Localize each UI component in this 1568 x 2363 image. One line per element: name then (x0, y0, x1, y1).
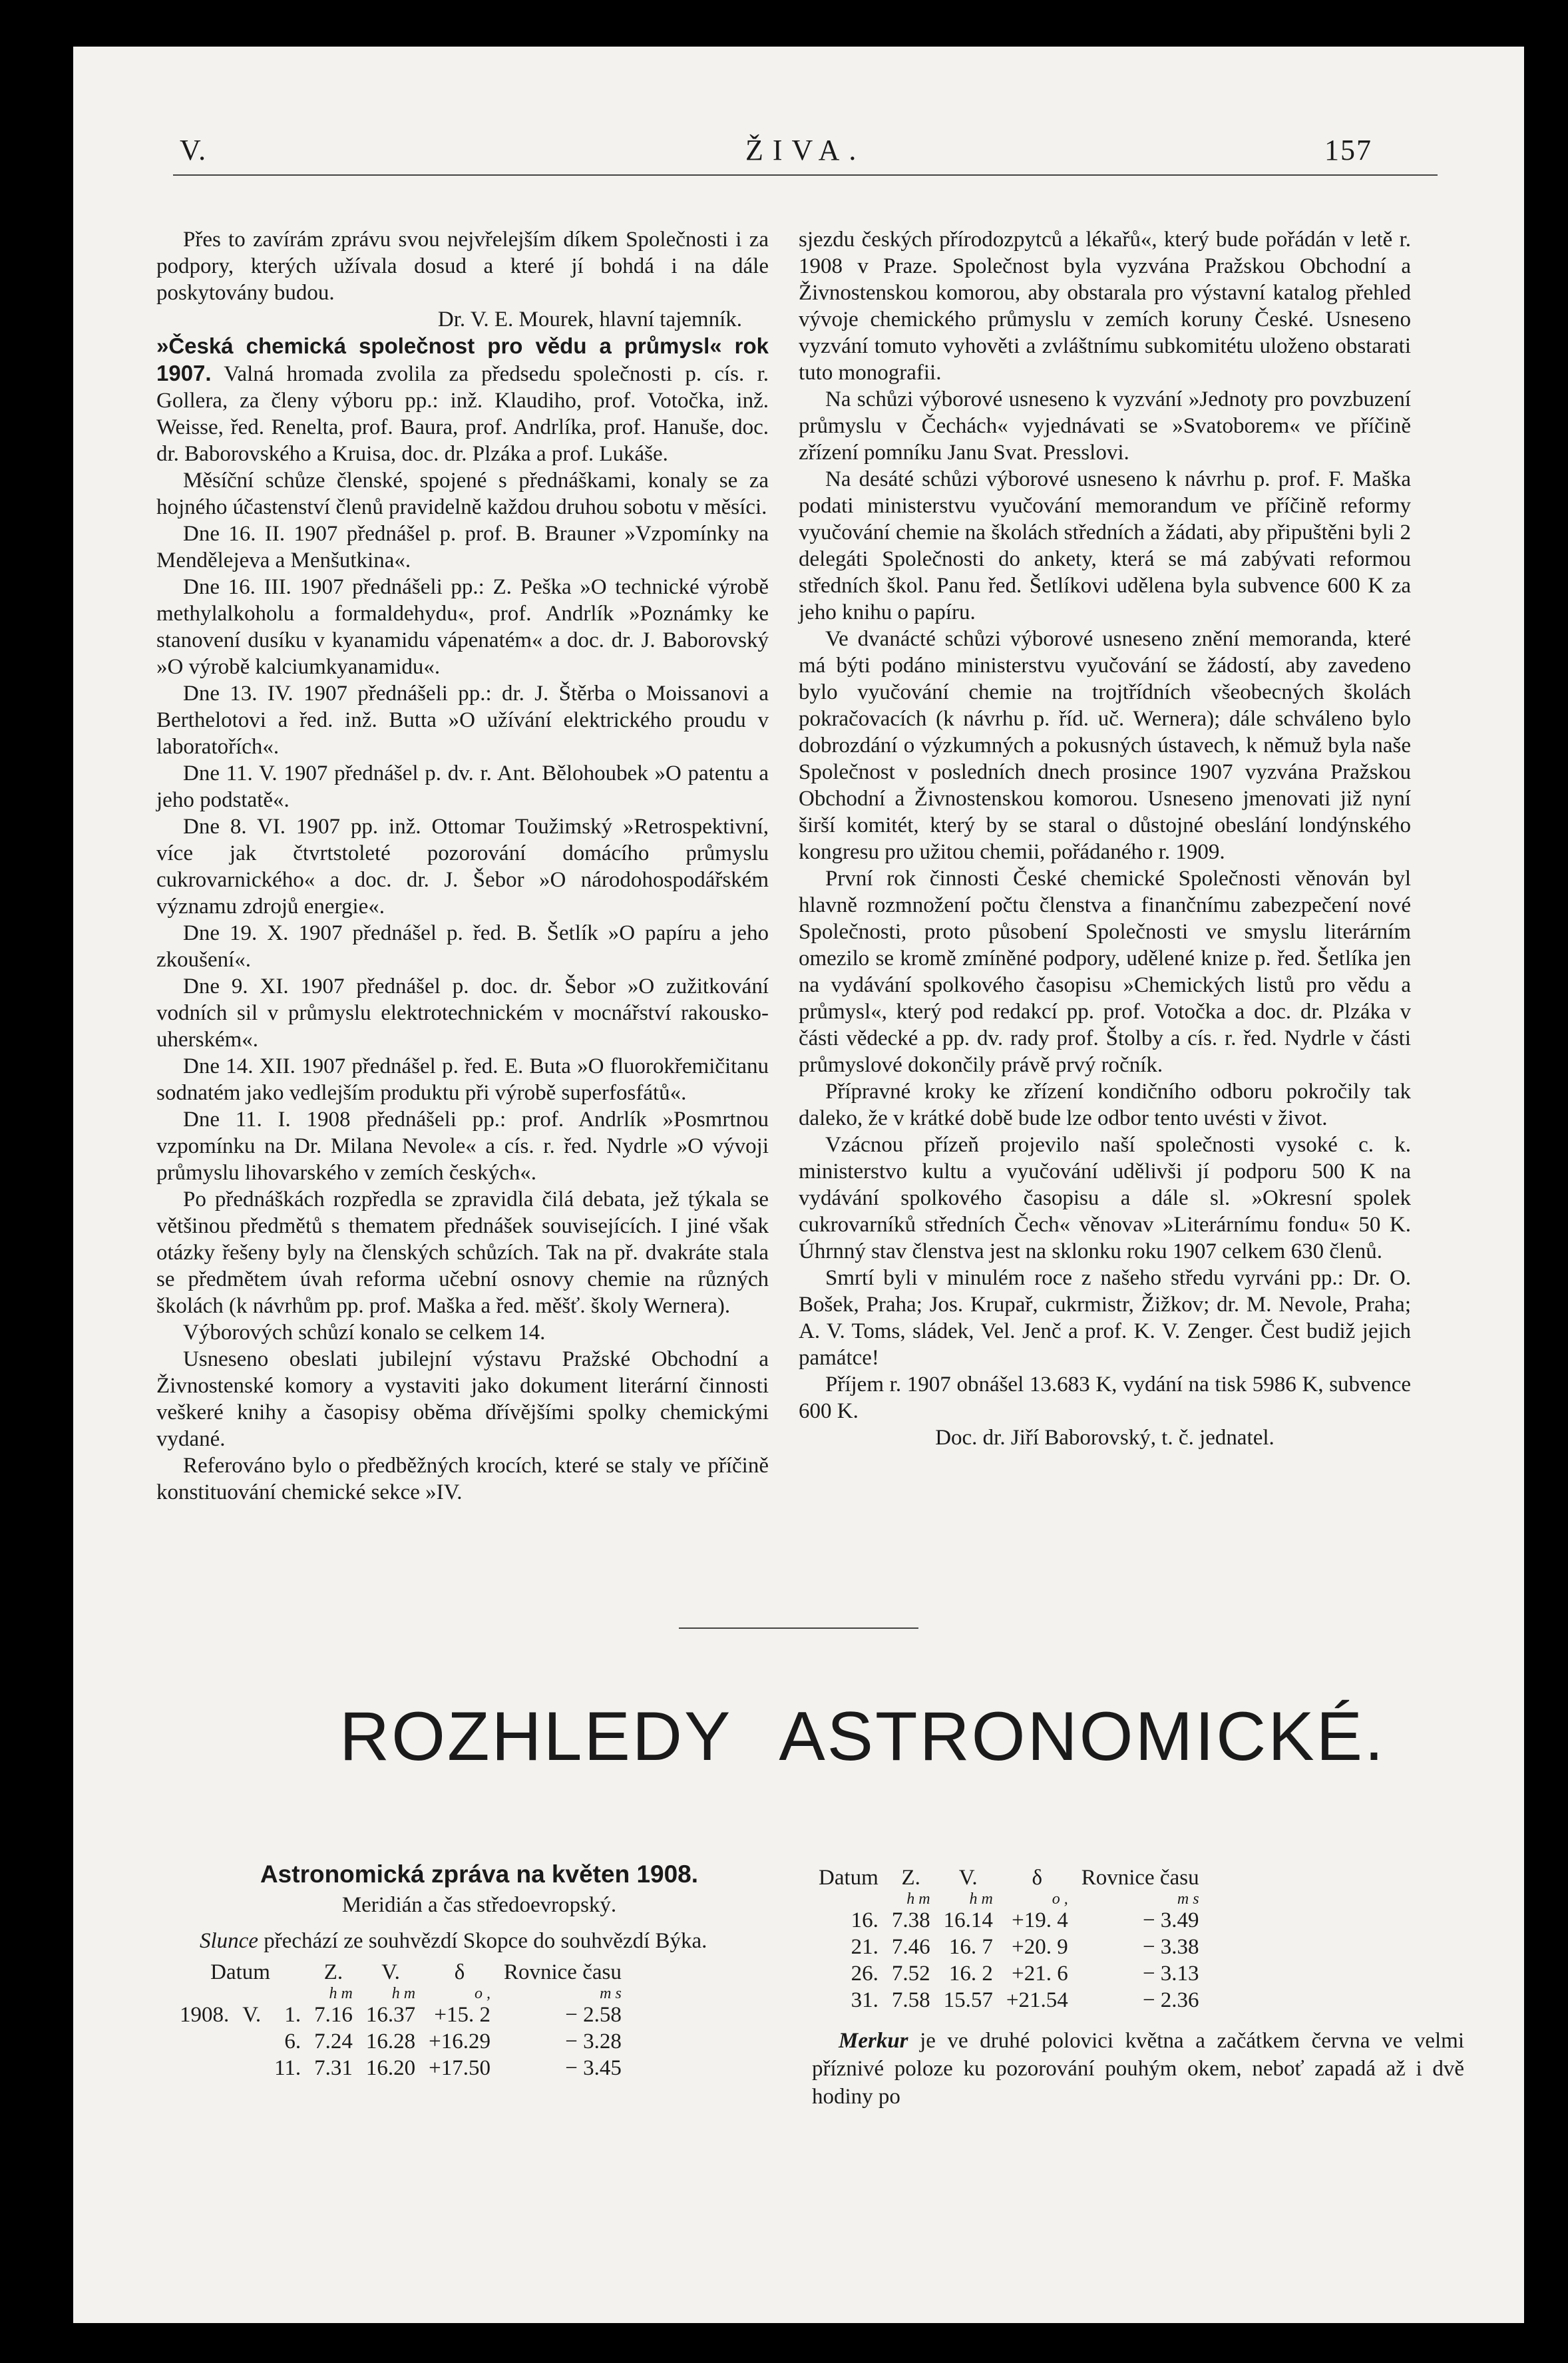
col-delta: δ (454, 1960, 465, 1984)
paragraph (799, 1265, 1411, 1371)
paragraph-text: Dne 11. I. 1908 přednášeli pp.: prof. Andrlík »Posmrtnou vzpomínku na Dr. Milana Nevole« a cís. r. řed. Nydrle »O vývoji průmyslu lihovarského v zemích českých«. (156, 1108, 769, 1185)
astro-report-right (812, 1860, 1464, 2111)
paragraph (156, 333, 769, 467)
paragraph-text: Dne 16. II. 1907 přednášel p. prof. B. Brauner »Vzpomínky na Mendělejeva a Menšutkina«. (156, 522, 769, 572)
ephemeris-table-right (812, 1864, 1206, 2014)
paragraph-text: Dne 19. X. 1907 přednášel p. řed. B. Šetlík »O papíru a jeho zkoušení«. (156, 921, 769, 972)
cell-delta: +20. 9 (1012, 1935, 1068, 1959)
table-header-row (812, 1864, 1206, 1891)
paragraph (799, 1424, 1411, 1451)
paragraph (156, 813, 769, 920)
cell-equation: − 3.45 (565, 2056, 622, 2080)
cell-equation: − 3.28 (565, 2030, 622, 2053)
sun-lead: Slunce (200, 1929, 258, 1953)
paragraph-text: Dne 14. XII. 1907 přednášel p. řed. E. Buta »O fluorokřemičitanu sodnatém jako vedlejším produktu při výrobě superfosfátů«. (156, 1054, 769, 1105)
cell-delta: +19. 4 (1012, 1908, 1068, 1932)
table-row (173, 2002, 628, 2028)
paragraph (799, 1371, 1411, 1424)
volume-number: V. (180, 134, 208, 166)
table-units-row (812, 1891, 1206, 1907)
paragraph (156, 1346, 769, 1452)
paragraph (156, 1452, 769, 1506)
section-title-word-1: ROZHLEDY (339, 1698, 733, 1775)
cell-z: 7.58 (891, 1988, 930, 2012)
paragraph-text: Dne 13. IV. 1907 přednášeli pp.: dr. J. Štěrba o Moissanovi a Berthelotovi a řed. inž. Butta »O užívání elektrického proudu v laboratořích«. (156, 682, 769, 759)
paragraph-text: Na schůzi výborové usneseno k vyzvání »Jednoty pro povzbuzení průmyslu v Čechách« vyjednávati se »Svatoborem« ve příčině zřízení pomníku Janu Svat. Presslovi. (799, 387, 1411, 465)
paragraph (799, 626, 1411, 865)
col-datum: Datum (819, 1866, 879, 1890)
paragraph-text: Přípravné kroky ke zřízení kondičního odboru pokročily tak daleko, že v krátké době bude lze odbor tento uvésti v život. (799, 1080, 1411, 1130)
cell-z: 7.52 (891, 1962, 930, 1986)
col-v: V. (381, 1960, 400, 1984)
col-rovnice: Rovnice času (1081, 1866, 1199, 1890)
paragraph (799, 1132, 1411, 1265)
table-row (812, 1907, 1206, 1934)
col-z: Z. (901, 1866, 920, 1890)
paragraph (799, 386, 1411, 466)
paragraph (156, 1053, 769, 1106)
col-z: Z. (323, 1960, 343, 1984)
cell-equation: − 2.36 (1142, 1988, 1199, 2012)
paragraph-text: Referováno bylo o předběžných krocích, které se staly ve příčině konstituování chemické sekce »IV. (156, 1454, 769, 1504)
section-title-word-2: ASTRONOMICKÉ. (779, 1698, 1386, 1775)
cell-v: 16.28 (365, 2030, 416, 2053)
cell-delta: +21. 6 (1012, 1962, 1068, 1986)
paragraph-text: Na desáté schůzi výborové usneseno k návrhu p. prof. F. Maška podati ministerstvu vyučování memorandum ve příčině reformy vyučování chemie na školách středních a žádati, aby připuštěni byli 2 delegáti Společnosti do ankety, která se má zabývati reformou středních škol. Panu řed. Šetlíkovi udělena byla subvence 600 K za jeho knihu o papíru. (799, 467, 1411, 624)
cell-day: 16. (851, 1908, 879, 1932)
paragraph (156, 973, 769, 1053)
cell-z: 7.31 (314, 2056, 353, 2080)
paragraph-text: Ve dvanácté schůzi výborové usneseno znění memoranda, které má býti podáno ministerstvu vyučování se žádostí, aby zavedeno bylo vyučování chemie na trojtřídních všeobecných školách pokračovacích (k návrhu p. říd. uč. Wernera); dále schváleno bylo dobrozdání o výzkumných a pokusných ústavech, k němuž byla naše Společnost v posledních dnech prosince 1907 vyzvána Pražskou Obchodní a Živnostenskou komorou. Usneseno jmenovati již nyní širší komitét, který by se staral o důstojné obeslání londýnského kongresu pro užitou chemii, pořádaného r. 1909. (799, 627, 1411, 864)
cell-z: 7.46 (891, 1935, 930, 1959)
paragraph-text: Valná hromada zvolila za předsedu společnosti p. cís. r. Gollera, za členy výboru pp.: inž. Klaudiho, prof. Votočka, inž. Weisse, řed. Renelta, prof. Baura, prof. Andrlíka, prof. Hanuše, doc. dr. Baborovského a Kruisa, doc. dr. Plzáka a prof. Lukáše. (156, 362, 769, 466)
cell-day: 11. (274, 2056, 301, 2080)
section-title (339, 1697, 1386, 1777)
paragraph (156, 1319, 769, 1346)
paragraph-text: Dne 11. V. 1907 přednášel p. dv. r. Ant. Bělohoubek »O patentu a jeho podstatě«. (156, 761, 769, 812)
cell-v: 16. 7 (948, 1935, 993, 1959)
page-number: 157 (1324, 134, 1372, 166)
col-delta: δ (1032, 1866, 1043, 1890)
paragraph (156, 521, 769, 574)
paragraph (156, 574, 769, 680)
sun-text: přechází ze souhvězdí Skopce do souhvězdí Býka. (258, 1929, 707, 1953)
cell-year (173, 2055, 236, 2081)
cell-equation: − 2.58 (565, 2003, 622, 2027)
paragraph (799, 226, 1411, 386)
table-row (812, 1934, 1206, 1960)
paragraph-text: Doc. dr. Jiří Baborovský, t. č. jednatel. (935, 1426, 1274, 1450)
table-row (812, 1960, 1206, 1987)
table-row (173, 2055, 628, 2081)
ephemeris-table-left (173, 1959, 628, 2081)
table-row (173, 2028, 628, 2055)
cell-month (236, 2028, 268, 2055)
header-rule (173, 174, 1438, 176)
paragraph (156, 306, 769, 333)
unit-z: h m (906, 1890, 930, 1908)
table-row (812, 1987, 1206, 2014)
astro-report-left (173, 1860, 785, 2081)
paragraph-text: Usneseno obeslati jubilejní výstavu Pražské Obchodní a Živnostenské komory a vystaviti jako dokument literární činnosti veškeré knihy a časopisy oběma dřívějšími spolky chemickými vydané. (156, 1347, 769, 1451)
society-heading: »Česká chemická společnost pro vědu a průmysl« rok 1907. (156, 333, 769, 385)
cell-day: 1. (284, 2003, 301, 2027)
cell-v: 16. 2 (948, 1962, 993, 1986)
paragraph (156, 226, 769, 306)
paragraph (156, 760, 769, 813)
paragraph (799, 466, 1411, 626)
cell-v: 16.14 (943, 1908, 993, 1932)
cell-delta: +17.50 (429, 2056, 490, 2080)
cell-day: 26. (851, 1962, 879, 1986)
cell-year: 1908. (180, 2003, 230, 2027)
cell-day: 21. (851, 1935, 879, 1959)
cell-v: 15.57 (943, 1988, 993, 2012)
paragraph-text: Smrtí byli v minulém roce z našeho středu vyrváni pp.: Dr. O. Bošek, Praha; Jos. Krupař, cukrmistr, Žižkov; dr. M. Nevole, Praha; A. V. Toms, sládek, Vel. Jenč a prof. K. V. Zenger. Čest budiž jejich památce! (799, 1266, 1411, 1370)
table-units-row (173, 1986, 628, 2002)
cell-delta: +21.54 (1006, 1988, 1068, 2012)
section-separator (679, 1627, 918, 1629)
cell-z: 7.16 (314, 2003, 353, 2027)
paragraph-text: První rok činnosti České chemické Společnosti věnován byl hlavně rozmnožení počtu členstva a finančnímu zabezpečení nové Společnosti, proto působení Společnosti ve smyslu literárním omezilo se kromě zmíněné podpory, udělené knize p. řed. Šetlíka jen na vydávání spolkového časopisu »Chemických listů pro vědu a průmysl«, který pod redakcí pp. prof. Votočka a doc. dr. Plzáka v části vědecké a pp. dv. rady prof. Štolby a cís. r. řed. Nydrle v části průmyslové dokončily právě prvý ročník. (799, 867, 1411, 1077)
cell-z: 7.38 (891, 1908, 930, 1932)
right-column (799, 226, 1411, 1451)
col-datum: Datum (210, 1960, 270, 1984)
paragraph (156, 1106, 769, 1186)
cell-day: 31. (851, 1988, 879, 2012)
paragraph-text: Příjem r. 1907 obnášel 13.683 K, vydání na tisk 5986 K, subvence 600 K. (799, 1373, 1411, 1423)
paragraph-text: Dne 16. III. 1907 přednášeli pp.: Z. Peška »O technické výrobě methylalkoholu a formaldehydu«, prof. Andrlík »Poznámky ke stanovení dusíku v kyanamidu vápenatém« a doc. dr. J. Baborovský »O výrobě kalciumkyanamidu«. (156, 575, 769, 679)
unit-v: h m (969, 1890, 993, 1908)
unit-delta: o , (1052, 1890, 1068, 1908)
cell-month: V. (242, 2003, 262, 2027)
cell-delta: +15. 2 (434, 2003, 490, 2027)
paragraph (156, 680, 769, 760)
paragraph-text: Dr. V. E. Mourek, hlavní tajemník. (437, 308, 742, 331)
astro-heading: Astronomická zpráva na květen 1908. (260, 1860, 699, 1888)
col-v: V. (958, 1866, 978, 1890)
cell-delta: +16.29 (429, 2030, 490, 2053)
cell-equation: − 3.49 (1142, 1908, 1199, 1932)
unit-v: h m (391, 1985, 416, 2002)
cell-year (173, 2028, 236, 2055)
paragraph-text: sjezdu českých přírodozpytců a lékařů«, který bude pořádán v letě r. 1908 v Praze. Společnost byla vyzvána Pražskou Obchodní a Živnostenskou komorou, aby obstarala pro výstavní katalog přehled vývoje chemického průmyslu v zemích koruny České. Usneseno vyzvání tomuto vyhověti a zvláštnímu subkomitétu uloženo obstarati tuto monografii. (799, 228, 1411, 385)
paragraph-text: Měsíční schůze členské, spojené s přednáškami, konaly se za hojného účastenství členů pravidelně každou druhou sobotu v měsíci. (156, 469, 769, 519)
paragraph-text: Dne 8. VI. 1907 pp. inž. Ottomar Toužimský »Retrospektivní, více jak čtvrtstoleté pozorování domácího průmyslu cukrovarnického« a doc. dr. J. Šebor »O národohospodářském významu zdrojů energie«. (156, 815, 769, 919)
journal-title: ŽIVA. (745, 134, 866, 166)
paragraph (156, 1186, 769, 1319)
merkur-lead: Merkur (839, 2029, 908, 2053)
unit-delta: o , (474, 1985, 490, 2002)
astro-subheading: Meridián a čas středoevropský. (341, 1893, 617, 1917)
table-header-row (173, 1959, 628, 1986)
cell-v: 16.37 (365, 2003, 416, 2027)
paragraph-text: Po přednáškách rozpředla se zpravidla čilá debata, jež týkala se většinou předmětů s thematem přednášek souvisejících. I jiné však otázky řešeny byly na členských schůzích. Tak na př. dvakráte stala se předmětem úvah reforma učební osnovy chemie na různých školách (k návrhům pp. prof. Maška a řed. měšť. školy Wernera). (156, 1187, 769, 1318)
paragraph-text: Vzácnou přízeň projevilo naší společnosti vysoké c. k. ministerstvo kultu a vyučování udělivši jí podporu 500 K na vydávání spolkového časopisu a dále sl. »Okresní spolek cukrovarníků středních Čech« věnovav »Literárnímu fondu« 50 K. Úhrnný stav členstva jest na sklonku roku 1907 celkem 630 členů. (799, 1133, 1411, 1263)
paragraph (799, 865, 1411, 1078)
left-rows (173, 2002, 628, 2081)
paragraph (799, 1078, 1411, 1132)
merkur-paragraph (812, 2027, 1464, 2111)
right-rows (812, 1907, 1206, 2014)
left-column (156, 226, 769, 1506)
unit-rovnice: m s (1177, 1890, 1199, 1908)
paragraph-text: Výborových schůzí konalo se celkem 14. (183, 1321, 546, 1345)
unit-z: h m (329, 1985, 353, 2002)
paragraph-text: Přes to zavírám zprávu svou nejvřelejším díkem Společnosti i za podpory, kterých užívala dosud a které jí bohdá i na dále poskytovány budou. (156, 228, 769, 305)
col-rovnice: Rovnice času (503, 1960, 622, 1984)
paragraph (156, 920, 769, 973)
cell-month (236, 2055, 268, 2081)
paragraph-text: Dne 9. XI. 1907 přednášel p. doc. dr. Šebor »O zužitkování vodních sil v průmyslu elektrotechnickém v mocnářství rakousko-uherském«. (156, 974, 769, 1052)
cell-z: 7.24 (314, 2030, 353, 2053)
unit-rovnice: m s (600, 1985, 622, 2002)
cell-equation: − 3.13 (1142, 1962, 1199, 1986)
cell-equation: − 3.38 (1142, 1935, 1199, 1959)
merkur-text: je ve druhé polovici května a začátkem června ve velmi příznivé poloze ku pozorování pouhým okem, neboť zapadá až i dvě hodiny po (812, 2029, 1464, 2109)
sun-paragraph (173, 1927, 785, 1955)
cell-day: 6. (284, 2030, 301, 2053)
journal-page (73, 47, 1524, 2323)
paragraph (156, 467, 769, 521)
cell-v: 16.20 (365, 2056, 416, 2080)
